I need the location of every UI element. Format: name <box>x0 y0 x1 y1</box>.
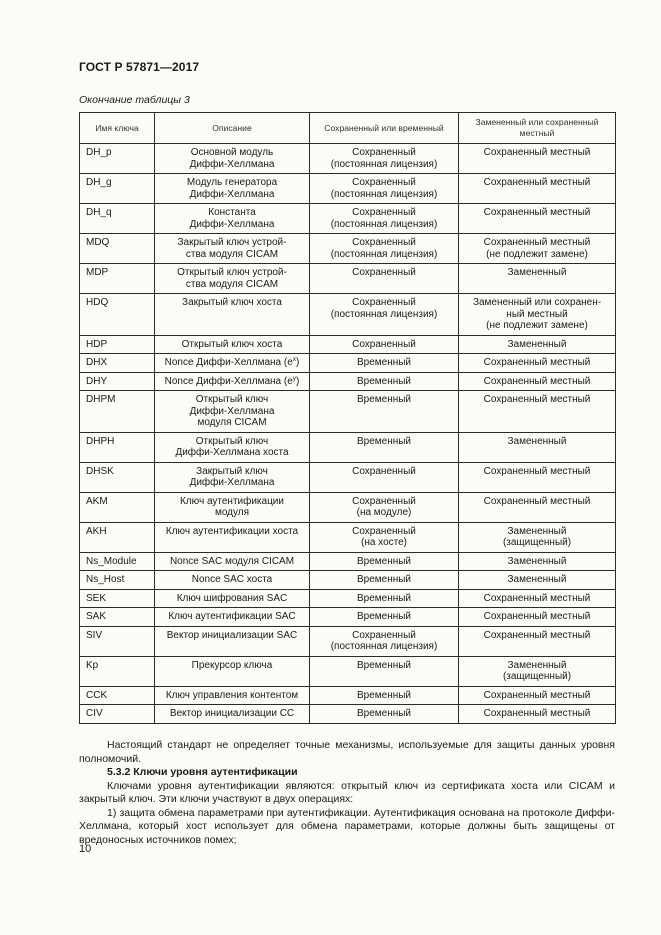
replacement-status-cell <box>459 264 616 294</box>
replacement-status-cell <box>459 144 616 174</box>
table-row <box>80 372 616 391</box>
description-cell <box>155 294 310 336</box>
description-cell-line: Прекурсор ключа <box>191 659 273 671</box>
description-cell <box>155 571 310 590</box>
storage-type-cell <box>310 372 459 391</box>
key-name-cell: Ns_Module <box>80 552 155 571</box>
storage-type-cell <box>310 571 459 590</box>
storage-type-cell <box>310 354 459 373</box>
replacement-status-cell-line: Сохраненный местный <box>483 207 591 218</box>
replacement-status-cell-line: Сохраненный местный <box>483 357 591 368</box>
key-name-cell: MDP <box>80 264 155 294</box>
description-cell-line: модуля <box>214 507 250 518</box>
description-cell-line: Nonce SAC модуля CICAM <box>169 555 295 567</box>
key-name-cell: DHPH <box>80 432 155 462</box>
description-cell <box>155 335 310 354</box>
replacement-status-cell-line: Сохраненный местный <box>483 237 591 248</box>
key-name-cell: MDQ <box>80 234 155 264</box>
description-cell-line: Константа <box>208 207 256 218</box>
replacement-status-cell <box>459 462 616 492</box>
description-cell-line: Ключ аутентификации <box>180 495 284 507</box>
storage-type-cell-line: Сохраненный <box>352 147 416 158</box>
replacement-status-cell-line: Замененный <box>507 525 567 537</box>
storage-type-cell-line: Временный <box>356 435 412 447</box>
replacement-status-cell <box>459 354 616 373</box>
storage-type-cell <box>310 686 459 705</box>
replacement-status-cell <box>459 391 616 433</box>
description-cell <box>155 234 310 264</box>
description-cell-line: ства модуля CICAM <box>185 278 279 290</box>
description-cell-line: Вектор инициализации CC <box>169 708 295 719</box>
storage-type-cell-line: Временный <box>356 394 412 405</box>
description-close-paren: ) <box>296 375 300 387</box>
replacement-status-cell <box>459 174 616 204</box>
replacement-status-cell-line: Замененный или сохранен- <box>472 297 602 308</box>
table-row <box>80 656 616 686</box>
replacement-status-cell-line: Сохраненный местный <box>483 465 591 477</box>
replacement-status-cell-line: Замененный <box>507 338 567 350</box>
description-cell-line: Диффи-Хеллмана хоста <box>175 447 289 458</box>
table-row <box>80 174 616 204</box>
document-header: ГОСТ Р 57871—2017 <box>79 60 200 74</box>
description-close-paren: ) <box>296 357 300 368</box>
replacement-status-cell-line: Сохраненный местный <box>483 495 591 507</box>
replacement-status-cell-line: Сохраненный местный <box>483 147 591 158</box>
table-row <box>80 294 616 336</box>
column-header-type: Сохраненный или временный <box>310 113 459 144</box>
storage-type-cell <box>310 552 459 571</box>
storage-type-cell <box>310 391 459 433</box>
replacement-status-cell <box>459 204 616 234</box>
description-cell-line: Ключ управления контентом <box>165 689 299 701</box>
storage-type-cell <box>310 432 459 462</box>
key-name-cell: Ns_Host <box>80 571 155 590</box>
storage-type-cell <box>310 522 459 552</box>
storage-type-cell-line: Сохраненный <box>352 629 416 641</box>
replacement-status-cell <box>459 522 616 552</box>
storage-type-cell-line: Временный <box>356 708 412 719</box>
description-cell <box>155 626 310 656</box>
storage-type-cell-line: Временный <box>356 611 412 622</box>
description-cell-line: Закрытый ключ <box>196 465 268 477</box>
description-cell-line: Ключ аутентификации хоста <box>165 525 299 537</box>
description-cell <box>155 264 310 294</box>
description-cell-line: Nonce SAC хоста <box>191 574 273 585</box>
key-name-cell: DH_g <box>80 174 155 204</box>
table-row <box>80 204 616 234</box>
replacement-status-cell <box>459 626 616 656</box>
storage-type-cell-line: Временный <box>356 574 412 585</box>
paragraph-3: 1) защита обмена параметрами при аутентификации. Аутентификация основана на протоколе Диффи-Хеллмана, который хост использует для обмена параметрами, которые должны быть защищены от вредоносных источников помех; <box>79 806 615 846</box>
replacement-status-cell <box>459 492 616 522</box>
storage-type-cell-line: (постоянная лицензия) <box>330 158 438 170</box>
description-cell <box>155 204 310 234</box>
storage-type-cell <box>310 264 459 294</box>
storage-type-cell <box>310 705 459 724</box>
replacement-status-cell-line: Сохраненный местный <box>483 394 591 405</box>
replacement-status-cell-line: Сохраненный местный <box>483 611 591 622</box>
column-header-name: Имя ключа <box>80 113 155 144</box>
description-cell-line <box>159 357 305 369</box>
description-text: Nonce Диффи-Хеллмана (e <box>164 357 293 368</box>
replacement-status-cell <box>459 608 616 627</box>
replacement-status-cell-line: (защищенный) <box>502 671 572 682</box>
storage-type-cell-line: Сохраненный <box>352 177 416 188</box>
description-cell-line: Закрытый ключ устрой- <box>177 237 287 248</box>
storage-type-cell-line: (на хосте) <box>360 537 407 548</box>
description-cell <box>155 144 310 174</box>
storage-type-cell <box>310 626 459 656</box>
description-cell-line: Ключ шифрования SAC <box>176 592 288 604</box>
description-cell-line: Открытый ключ хоста <box>181 338 283 350</box>
paragraph-1: Настоящий стандарт не определяет точные механизмы, используемые для защиты данных уровня полномочий. <box>79 739 615 765</box>
storage-type-cell <box>310 294 459 336</box>
table-row <box>80 144 616 174</box>
replacement-status-cell <box>459 234 616 264</box>
table-row <box>80 335 616 354</box>
exponent: y <box>292 374 297 382</box>
table-row <box>80 589 616 608</box>
replacement-status-cell-line: Замененный <box>507 659 567 671</box>
table-row <box>80 264 616 294</box>
column-header-description: Описание <box>155 113 310 144</box>
replacement-status-cell <box>459 552 616 571</box>
description-cell <box>155 705 310 724</box>
table-row <box>80 234 616 264</box>
storage-type-cell-line: Сохраненный <box>352 267 416 278</box>
storage-type-cell-line: Временный <box>356 375 412 387</box>
key-name-cell: DHPM <box>80 391 155 433</box>
description-cell <box>155 608 310 627</box>
storage-type-cell-line: Сохраненный <box>352 465 416 477</box>
key-name-cell: Kp <box>80 656 155 686</box>
storage-type-cell <box>310 608 459 627</box>
storage-type-cell-line: (на модуле) <box>356 507 412 518</box>
key-name-cell: DH_p <box>80 144 155 174</box>
key-name-cell: SAK <box>80 608 155 627</box>
storage-type-cell-line: Сохраненный <box>352 495 416 507</box>
description-cell-line: Открытый ключ устрой- <box>177 267 287 278</box>
storage-type-cell-line: Сохраненный <box>352 207 416 218</box>
key-name-cell: HDP <box>80 335 155 354</box>
description-cell-line: Диффи-Хеллмана <box>189 188 275 200</box>
replacement-status-cell <box>459 589 616 608</box>
replacement-status-cell <box>459 294 616 336</box>
table-row <box>80 686 616 705</box>
description-cell-line: Диффи-Хеллмана <box>189 405 275 417</box>
storage-type-cell <box>310 174 459 204</box>
page-number: 10 <box>79 843 92 855</box>
column-header-status: Замененный или сохраненный местный <box>459 113 616 144</box>
key-name-cell: SIV <box>80 626 155 656</box>
table-caption: Окончание таблицы 3 <box>79 94 190 106</box>
description-text: Nonce Диффи-Хеллмана (e <box>164 375 293 387</box>
key-name-cell: DHX <box>80 354 155 373</box>
replacement-status-cell-line: Замененный <box>507 267 567 278</box>
table-row <box>80 462 616 492</box>
replacement-status-cell <box>459 335 616 354</box>
description-cell <box>155 391 310 433</box>
replacement-status-cell-line: Сохраненный местный <box>483 708 591 719</box>
storage-type-cell-line: Временный <box>356 592 412 604</box>
description-cell-line: Ключ аутентификации SAC <box>168 611 296 622</box>
storage-type-cell-line: (постоянная лицензия) <box>330 248 438 260</box>
description-cell-line: Диффи-Хеллмана <box>189 477 275 488</box>
table-row <box>80 571 616 590</box>
description-cell <box>155 522 310 552</box>
replacement-status-cell-line: Сохраненный местный <box>483 689 591 701</box>
description-cell <box>155 432 310 462</box>
storage-type-cell-line: Временный <box>356 555 412 567</box>
keys-table <box>79 112 616 724</box>
replacement-status-cell-line: Замененный <box>507 574 567 585</box>
description-cell <box>155 354 310 373</box>
key-name-cell: DHY <box>80 372 155 391</box>
storage-type-cell-line: Временный <box>356 659 412 671</box>
table-row <box>80 492 616 522</box>
storage-type-cell-line: (постоянная лицензия) <box>330 641 438 652</box>
description-cell <box>155 686 310 705</box>
storage-type-cell <box>310 335 459 354</box>
replacement-status-cell-line: Замененный <box>507 435 567 447</box>
storage-type-cell-line: (постоянная лицензия) <box>330 218 438 230</box>
storage-type-cell <box>310 234 459 264</box>
storage-type-cell-line: Временный <box>356 357 412 368</box>
key-name-cell: DHSK <box>80 462 155 492</box>
storage-type-cell <box>310 204 459 234</box>
description-cell <box>155 492 310 522</box>
description-cell-line: Открытый ключ <box>195 435 269 447</box>
description-cell <box>155 462 310 492</box>
replacement-status-cell <box>459 705 616 724</box>
table-row <box>80 391 616 433</box>
table-row <box>80 705 616 724</box>
key-name-cell: CCK <box>80 686 155 705</box>
table-row <box>80 626 616 656</box>
replacement-status-cell-line: (не подлежит замене) <box>486 320 588 331</box>
storage-type-cell <box>310 462 459 492</box>
replacement-status-cell-line: (не подлежит замене) <box>486 248 588 260</box>
key-name-cell: CIV <box>80 705 155 724</box>
key-name-cell: DH_q <box>80 204 155 234</box>
exponent: x <box>292 356 297 363</box>
replacement-status-cell <box>459 571 616 590</box>
section-title: 5.3.2 Ключи уровня аутентификации <box>107 766 298 778</box>
table-row <box>80 522 616 552</box>
paragraph-2: Ключами уровня аутентификации являются: открытый ключ из сертификата хоста или CICAM и закрытый ключ. Эти ключи участвуют в двух операциях: <box>79 779 615 805</box>
description-cell-line: Диффи-Хеллмана <box>189 218 275 230</box>
storage-type-cell-line: Сохраненный <box>352 338 416 350</box>
description-cell-line: Закрытый ключ хоста <box>182 297 282 308</box>
description-cell-line: Модуль генератора <box>186 177 278 188</box>
description-cell-line <box>159 376 305 388</box>
description-cell <box>155 589 310 608</box>
storage-type-cell-line: Сохраненный <box>352 525 416 537</box>
replacement-status-cell-line: Сохраненный местный <box>483 375 591 387</box>
storage-type-cell-line: (постоянная лицензия) <box>330 188 438 200</box>
description-cell <box>155 174 310 204</box>
replacement-status-cell <box>459 686 616 705</box>
body-text <box>79 739 615 847</box>
storage-type-cell <box>310 492 459 522</box>
replacement-status-cell-line: ный местный <box>506 308 568 320</box>
key-name-cell: AKM <box>80 492 155 522</box>
storage-type-cell-line: Временный <box>356 689 412 701</box>
table-row <box>80 432 616 462</box>
description-cell-line: ства модуля CICAM <box>185 248 279 260</box>
description-cell <box>155 656 310 686</box>
storage-type-cell <box>310 144 459 174</box>
replacement-status-cell <box>459 432 616 462</box>
description-cell <box>155 552 310 571</box>
key-name-cell: SEK <box>80 589 155 608</box>
storage-type-cell <box>310 589 459 608</box>
replacement-status-cell <box>459 372 616 391</box>
description-cell-line: Вектор инициализации SAC <box>166 629 298 641</box>
key-name-cell: HDQ <box>80 294 155 336</box>
table-header-row <box>80 113 616 144</box>
description-cell-line: Открытый ключ <box>195 394 269 405</box>
replacement-status-cell-line: Замененный <box>507 555 567 567</box>
replacement-status-cell-line: Сохраненный местный <box>483 629 591 641</box>
description-cell-line: модуля CICAM <box>197 417 267 428</box>
key-name-cell: AKH <box>80 522 155 552</box>
storage-type-cell-line: Сохраненный <box>352 297 416 308</box>
storage-type-cell <box>310 656 459 686</box>
table-row <box>80 552 616 571</box>
replacement-status-cell-line: Сохраненный местный <box>483 177 591 188</box>
table-row <box>80 608 616 627</box>
table-body <box>80 144 616 724</box>
replacement-status-cell-line: (защищенный) <box>502 537 572 548</box>
description-cell-line: Основной модуль <box>190 147 274 158</box>
description-cell <box>155 372 310 391</box>
table-row <box>80 354 616 373</box>
replacement-status-cell-line: Сохраненный местный <box>483 592 591 604</box>
replacement-status-cell <box>459 656 616 686</box>
storage-type-cell-line: (постоянная лицензия) <box>330 308 438 320</box>
storage-type-cell-line: Сохраненный <box>352 237 416 248</box>
description-cell-line: Диффи-Хеллмана <box>189 158 275 170</box>
